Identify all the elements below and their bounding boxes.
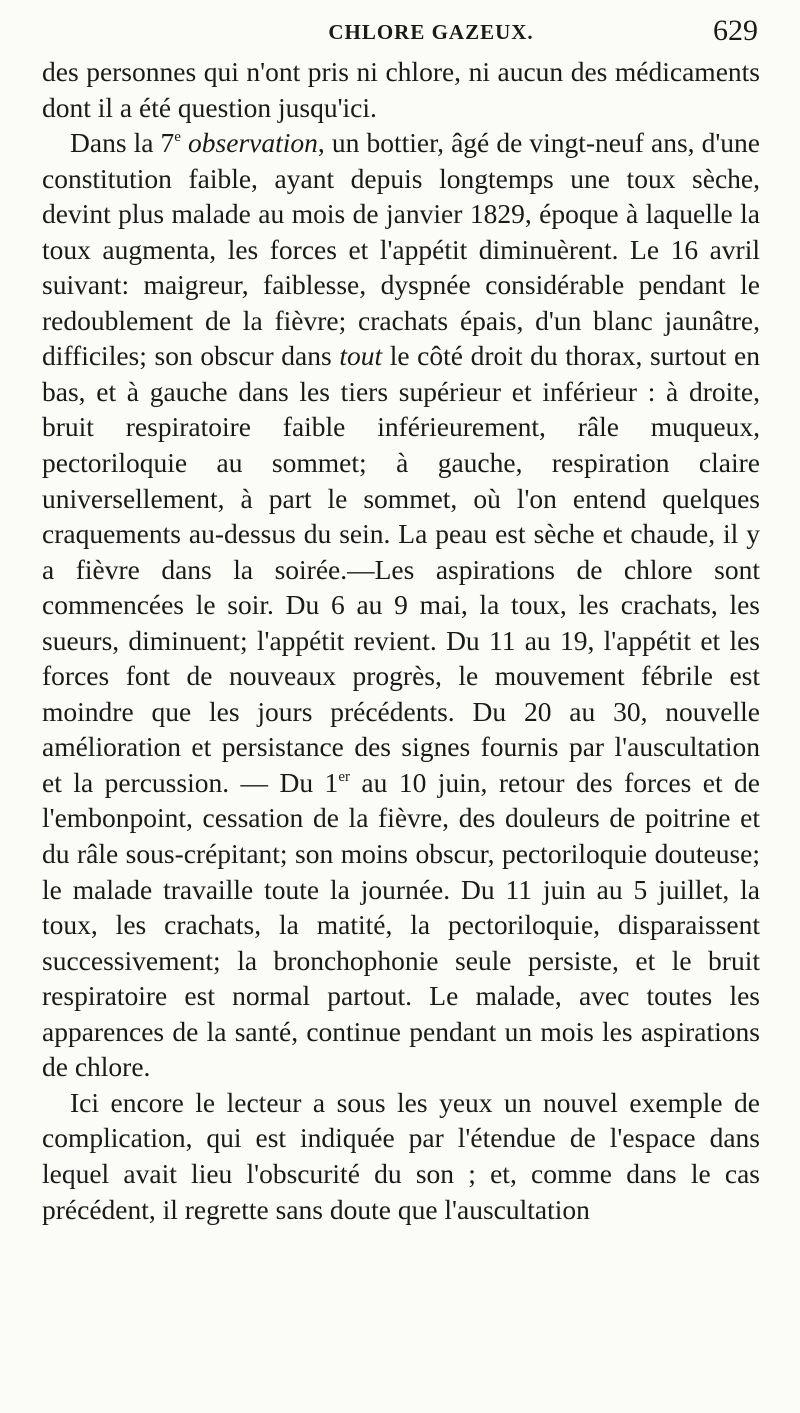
running-title: CHLORE GAZEUX.: [328, 20, 534, 44]
observation-text-3: au 10 juin, retour des forces et de l'embonpoint, cessation de la fièvre, des douleurs de poitrine et du râle sous-crépitant; son moins obscur, pectoriloquie douteuse; le malade travaille toute la journée. Du 11 juin au 5 juillet, la toux, les crachats, la matité, la pectoriloquie, disparaissent successivement; la bronchophonie seule persiste, et le bruit respiratoire est normal partout. Le malade, avec toutes les apparences de la santé, continue pendant un mois les aspirations de chlore.: [42, 766, 760, 1083]
paragraph-observation: [42, 125, 760, 1085]
paragraph-commentary: Ici encore le lecteur a sous les yeux un nouvel exemple de complication, qui est indiquée par l'étendue de l'espace dans lequel avait lieu l'obscurité du son ; et, comme dans le cas précédent, il regrette sans doute que l'auscultation: [42, 1086, 760, 1225]
running-header: [42, 14, 760, 54]
observation-intro: Dans la 7: [70, 127, 175, 159]
body-text: [42, 54, 760, 1227]
observation-text-2: le côté droit du thorax, surtout en bas, et à gauche dans les tiers supérieur et inférieur : à droite, bruit respiratoire faible inférieurement, râle muqueux, pectoriloquie au sommet; à gauche, respiration claire universellement, à part le sommet, où l'on entend quelques craquements au-dessus du sein. La peau est sèche et chaude, il y a fièvre dans la soirée.—Les aspirations de chlore sont commencées le soir. Du 6 au 9 mai, la toux, les crachats, les sueurs, diminuent; l'appétit revient. Du 11 au 19, l'appétit et les forces font de nouveaux progrès, le mouvement fébrile est moindre que les jours précédents. Du 20 au 30, nouvelle amélioration et persistance des signes fournis par l'auscultation et la percussion. — Du 1: [42, 340, 761, 798]
ordinal-superscript: e: [174, 129, 181, 146]
paragraph-continuation: des personnes qui n'ont pris ni chlore, ni aucun des médicaments dont il a été question jusqu'ici.: [42, 56, 760, 123]
observation-text-1: , un bottier, âgé de vingt-neuf ans, d'une constitution faible, ayant depuis longtemps une toux sèche, devint plus malade au mois de janvier 1829, époque à laquelle la toux augmenta, les forces et l'appétit diminuèrent. Le 16 avril suivant: maigreur, faiblesse, dyspnée considérable pendant le redoublement de la fièvre; crachats épais, d'un blanc jaunâtre, difficiles; son obscur dans: [42, 127, 761, 372]
observation-word: observation: [188, 127, 318, 159]
page-number: 629: [713, 14, 758, 47]
ordinal-superscript-er: er: [338, 768, 350, 785]
emphasis-tout: tout: [339, 340, 383, 372]
